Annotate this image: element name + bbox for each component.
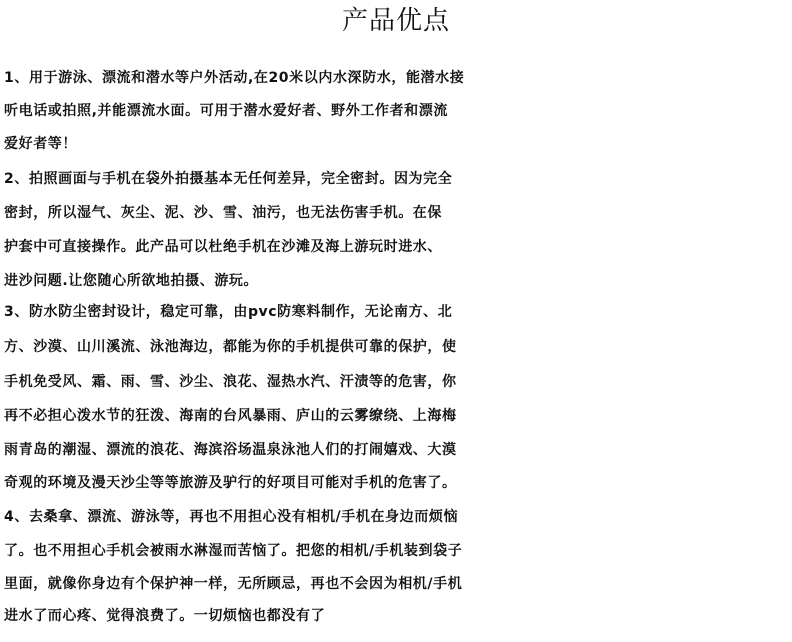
page-title: 产品优点: [341, 6, 450, 36]
paragraph-line: 手机免受风、霜、雨、雪、沙尘、浪花、湿热水汽、汗渍等的危害，你: [4, 374, 457, 390]
paragraph-line: 护套中可直接操作。此产品可以杜绝手机在沙滩及海上游玩时进水、: [4, 239, 442, 255]
paragraph-line: 1、用于游泳、漂流和潜水等户外活动,在20米以内水深防水，能潜水接: [4, 70, 465, 86]
paragraph-line: 奇观的环境及漫天沙尘等等旅游及驴行的好项目可能对手机的危害了。: [4, 475, 457, 491]
paragraph-line: 听电话或拍照,并能漂流水面。可用于潜水爱好者、野外工作者和漂流: [4, 103, 448, 119]
paragraph-line: 2、拍照画面与手机在袋外拍摄基本无任何差异，完全密封。因为完全: [4, 171, 453, 187]
paragraph-line: 了。也不用担心手机会被雨水淋湿而苦恼了。把您的相机/手机装到袋子: [4, 543, 463, 559]
paragraph-line: 雨青岛的潮湿、漂流的浪花、海滨浴场温泉泳池人们的打闹嬉戏、大漠: [4, 442, 457, 458]
paragraph-line: 进水了而心疼、觉得浪费了。一切烦恼也都没有了: [4, 608, 326, 624]
paragraph-line: 爱好者等！: [4, 136, 77, 152]
paragraph-line: 里面，就像你身边有个保护神一样，无所顾忌，再也不会因为相机/手机: [4, 576, 463, 592]
paragraph-line: 方、沙漠、山川溪流、泳池海边，都能为你的手机提供可靠的保护，使: [4, 339, 457, 355]
paragraph-line: 3、防水防尘密封设计，稳定可靠，由pvc防寒料制作，无论南方、北: [4, 304, 453, 320]
paragraph-line: 密封，所以湿气、灰尘、泥、沙、雪、油污，也无法伤害手机。在保: [4, 205, 442, 221]
paragraph-line: 再不必担心泼水节的狂泼、海南的台风暴雨、庐山的云雾缭绕、上海梅: [4, 408, 457, 424]
paragraph-line: 进沙问题.让您随心所欲地拍摄、游玩。: [4, 273, 259, 289]
paragraph-line: 4、去桑拿、漂流、游泳等，再也不用担心没有相机/手机在身边而烦恼: [4, 509, 459, 525]
